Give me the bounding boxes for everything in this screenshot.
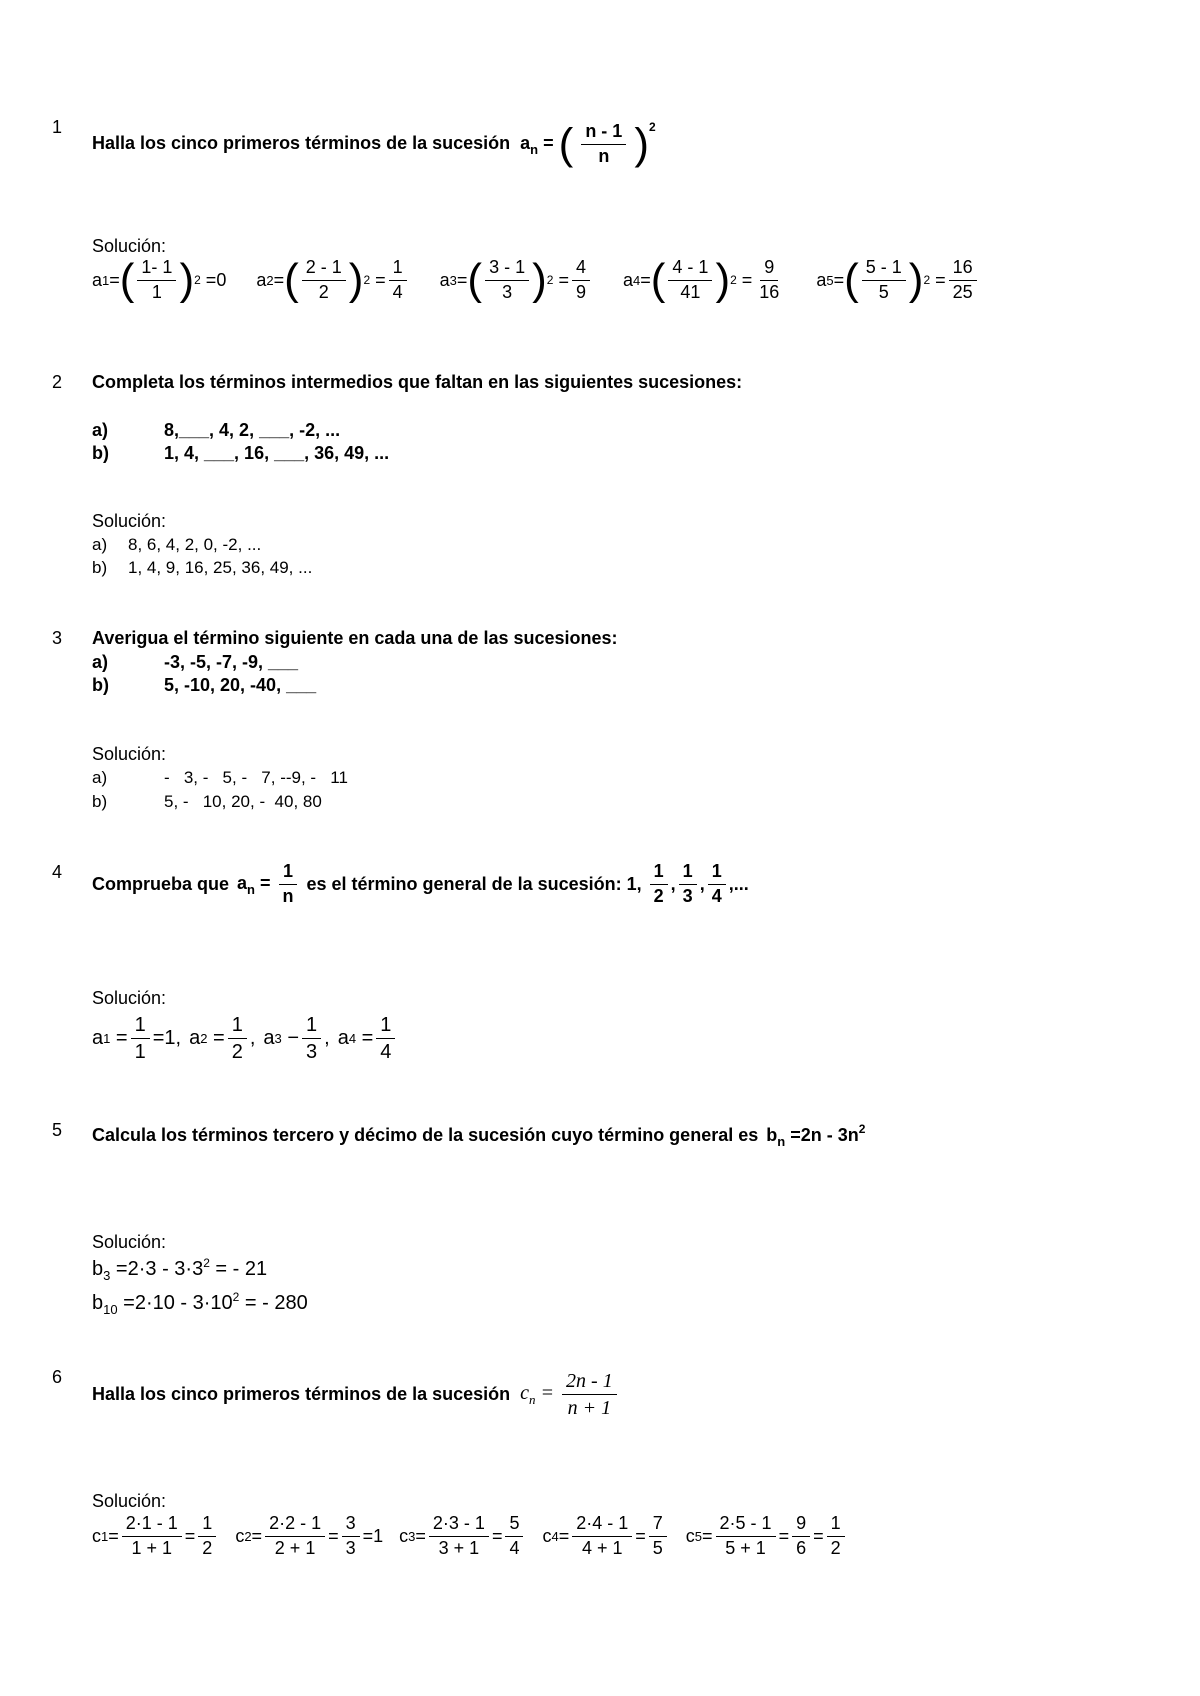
- exercise-3-item-label: a): [92, 652, 109, 672]
- exercise-6-solution: [92, 1514, 848, 1559]
- exercise-3-item-text: 5, -10, 20, -40, ___: [164, 675, 317, 695]
- exercise-1-number: 1: [52, 117, 63, 137]
- exercise-2-item-text: 8,___, 4, 2, ___, -2, ...: [164, 420, 341, 440]
- sequence-frac: $\frac{1}{3}$: [679, 862, 697, 907]
- exercise-2-solution-label: Solución:: [92, 511, 167, 531]
- exercise-2-solution-line: 1, 4, 9, 16, 25, 36, 49, ...: [128, 558, 313, 577]
- solution-term: c 5 = $\frac{2\cdot 5 - 1}{5 + 1}$ = $\frac{9}{6}$ = $\frac{1}{2}$: [686, 1514, 848, 1559]
- solution-term: a 3 = ( $\frac{3 - 1}{3}$ ) 2 = $\frac{4}{9}$: [440, 258, 593, 303]
- solution-term: c 3 = $\frac{2\cdot 3 - 1}{3 + 1}$ = $\frac{5}{4}$: [399, 1514, 526, 1559]
- exercise-2-solution-label-b: b): [92, 558, 108, 577]
- exercise-6-solution-label: Solución:: [92, 1491, 167, 1511]
- solution-term: c 1 = $\frac{2\cdot 1 - 1}{1 + 1}$ = $\frac{1}{2}$: [92, 1514, 219, 1559]
- solution-term: c 4 = $\frac{2\cdot 4 - 1}{4 + 1}$ = $\frac{7}{5}$: [542, 1514, 669, 1559]
- exercise-3-number: 3: [52, 628, 63, 648]
- exercise-5-statement: [92, 1122, 865, 1149]
- exercise-2-item-text: 1, 4, ___, 16, ___, 36, 49, ...: [164, 443, 390, 463]
- exercise-1-solution: [92, 255, 1010, 305]
- exercise-4-statement: Comprueba que $a_n$ = $\frac{1}{n}$ es el término general de la sucesión: 1, $\frac{1}{2}$ , $\frac{1}{3}$ , $\frac{1}{4}$ ,...: [92, 861, 749, 906]
- exercise-6-statement: [92, 1370, 620, 1419]
- formula: $a_n$ = $\frac{1}{n}$: [237, 862, 300, 907]
- statement-prefix: Comprueba que: [92, 873, 230, 894]
- statement-text: Halla los cinco primeros términos de la sucesión: [92, 1384, 511, 1404]
- solution-term: a 2 = ( $\frac{2 - 1}{2}$ ) 2 = $\frac{1}{4}$: [256, 258, 409, 303]
- formula: $a_n$ = ( $\frac{n - 1}{n}$ )$^2$: [520, 119, 656, 169]
- exercise-5-solution-line: $b_{10} =2\cdot 10 - 3\cdot 10^2$ = - 280: [92, 1290, 308, 1317]
- solution-term: a 2 = $\frac{1}{2}$ ,: [189, 1014, 256, 1063]
- exercise-3-statement: Averigua el término siguiente en cada una de las sucesiones:: [92, 628, 618, 648]
- solution-term: a 4 = $\frac{1}{4}$: [338, 1014, 399, 1063]
- sequence-frac: $\frac{1}{2}$: [650, 862, 668, 907]
- formula: $b_n =2n - 3n^2$: [766, 1122, 866, 1149]
- solution-term: a 1 = $\frac{1}{1}$ =1,: [92, 1014, 182, 1063]
- exercise-3-item-label: b): [92, 675, 109, 695]
- exercise-6-number: 6: [52, 1367, 63, 1387]
- exercise-4-solution: [92, 1014, 398, 1063]
- exercise-5-solution-label: Solución:: [92, 1232, 167, 1252]
- statement-mid: es el término general de la sucesión: 1,: [306, 873, 642, 894]
- exercise-5-solution-line: $b_3 =2\cdot 3 - 3\cdot 3^2$ = - 21: [92, 1256, 268, 1283]
- exercise-2-solution-label-a: a): [92, 535, 108, 554]
- exercise-3-item-text: -3, -5, -7, -9, ___: [164, 652, 299, 672]
- statement-text: Calcula los términos tercero y décimo de la sucesión cuyo término general es: [92, 1125, 759, 1145]
- solution-term: a 4 = ( $\frac{4 - 1}{41}$ ) 2 = $\frac{9}{16}$: [622, 255, 780, 305]
- exercise-3-solution-label: Solución:: [92, 744, 167, 764]
- exercise-2-item-label: b): [92, 443, 109, 463]
- solution-term: a 1 = ( $\frac{1- 1}{1}$ ) 2 = 0: [92, 255, 227, 305]
- statement-end: ,...: [728, 873, 749, 894]
- exercise-3-solution-line: - 3, - 5, - 7, --9, - 11: [164, 768, 348, 787]
- solution-term: a 5 = ( $\frac{5 - 1}{5}$ ) 2 = $\frac{16}{25}$: [816, 258, 979, 303]
- solution-term: a 3 − $\frac{1}{3}$ ,: [263, 1014, 330, 1063]
- exercise-2-number: 2: [52, 372, 63, 392]
- formula: $c_n$ = $\frac{2n - 1}{n + 1}$: [520, 1370, 620, 1419]
- statement-text: Halla los cinco primeros términos de la sucesión: [92, 132, 511, 153]
- solution-term: c 2 = $\frac{2\cdot 2 - 1}{2 + 1}$ = $\frac{3}{3}$ =1: [235, 1513, 384, 1558]
- exercise-4-number: 4: [52, 862, 63, 882]
- exercise-1-solution-label: Solución:: [92, 236, 167, 256]
- exercise-4-solution-label: Solución:: [92, 988, 167, 1008]
- exercise-1-statement: [92, 120, 656, 167]
- exercise-3-solution-label-b: b): [92, 792, 108, 811]
- exercise-2-statement: Completa los términos intermedios que faltan en las siguientes sucesiones:: [92, 372, 743, 392]
- exercise-3-solution-label-a: a): [92, 768, 108, 787]
- sequence-frac: $\frac{1}{4}$: [708, 862, 726, 907]
- exercise-3-solution-line: 5, - 10, 20, - 40, 80: [164, 792, 322, 811]
- exercise-2-item-label: a): [92, 420, 109, 440]
- exercise-5-number: 5: [52, 1120, 63, 1140]
- exercise-2-solution-line: 8, 6, 4, 2, 0, -2, ...: [128, 535, 262, 554]
